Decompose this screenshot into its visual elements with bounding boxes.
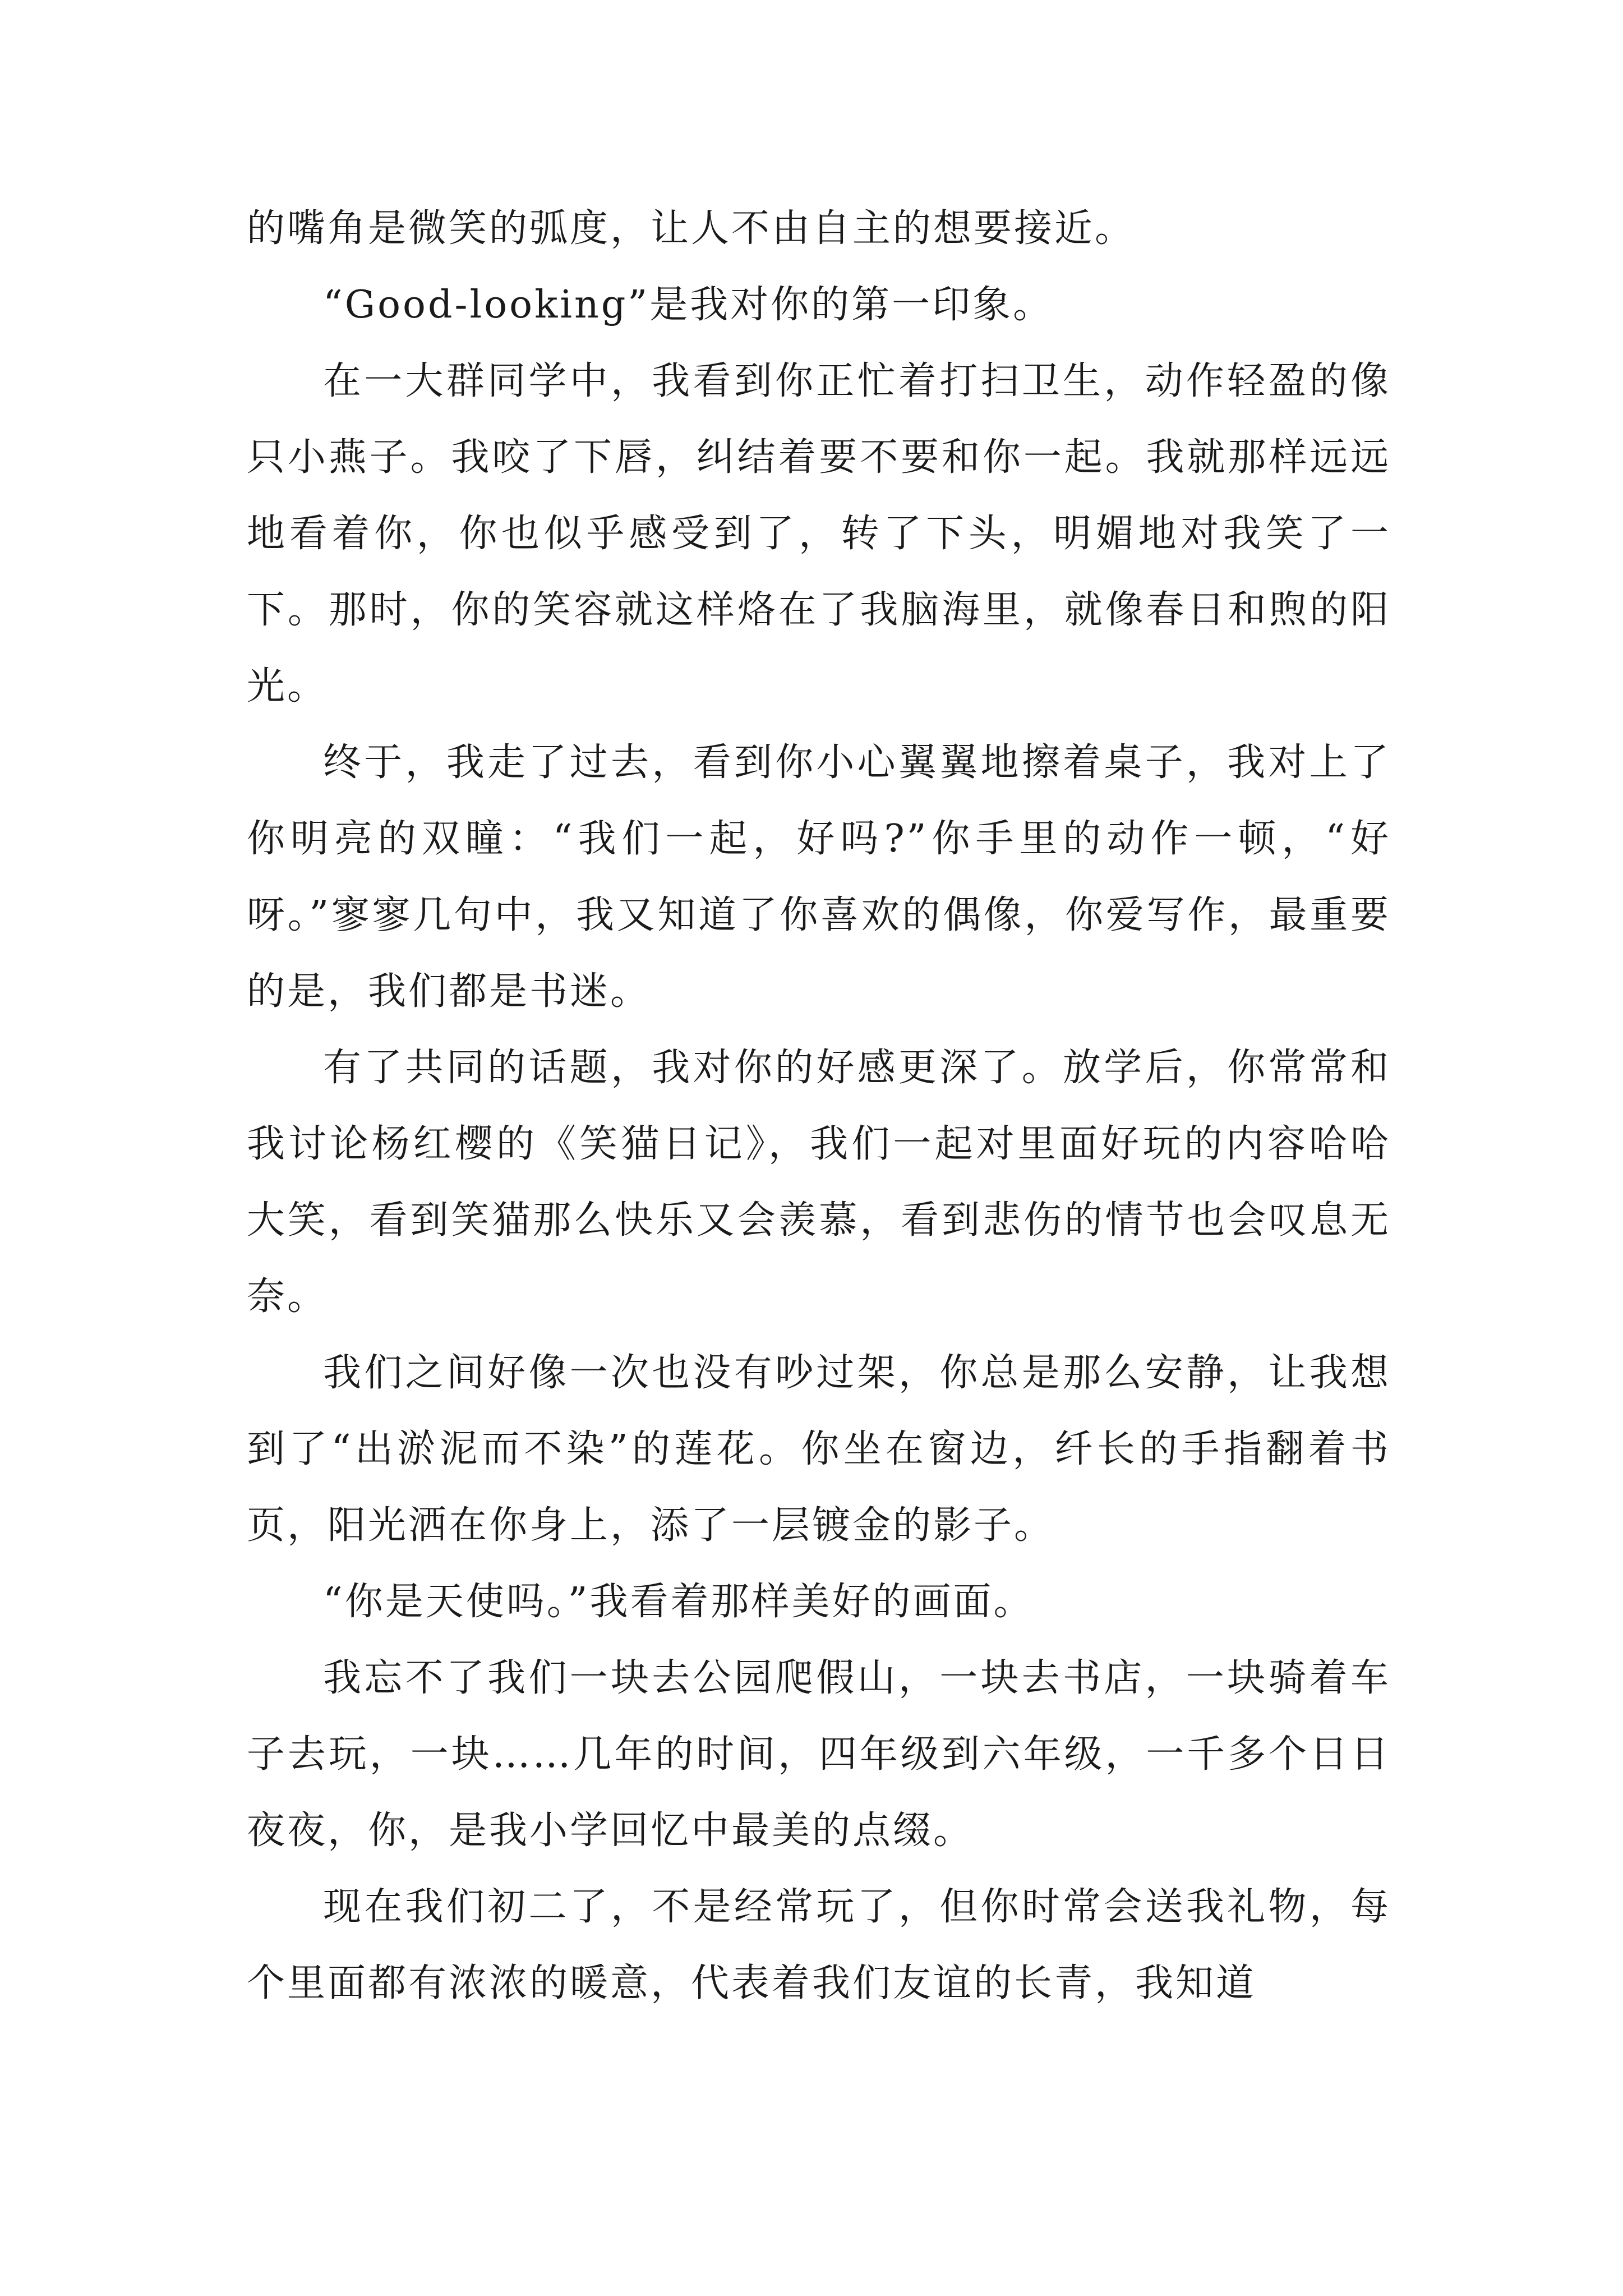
paragraph: 有了共同的话题，我对你的好感更深了。放学后，你常常和我讨论杨红樱的《笑猫日记》，我们一起对里面好玩的内容哈哈大笑，看到笑猫那么快乐又会羡慕，看到悲伤的情节也会叹息无奈。 — [247, 1046, 1391, 1319]
paragraph: 的嘴角是微笑的弧度，让人不由自主的想要接近。 — [247, 206, 1136, 251]
paragraph: “你是天使吗。”我看着那样美好的画面。 — [323, 1580, 1034, 1624]
paragraph: “Good-looking”是我对你的第一印象。 — [323, 283, 1054, 327]
paragraph: 我们之间好像一次也没有吵过架，你总是那么安静，让我想到了“出淤泥而不染”的莲花。你坐在窗边，纤长的手指翻着书页，阳光洒在你身上，添了一层镀金的影子。 — [247, 1351, 1391, 1548]
paragraph: 我忘不了我们一块去公园爬假山，一块去书店，一块骑着车子去玩，一块……几年的时间，四年级到六年级，一千多个日日夜夜，你，是我小学回忆中最美的点缀。 — [247, 1656, 1391, 1853]
body-text — [247, 191, 1391, 2022]
paragraph: 终于，我走了过去，看到你小心翼翼地擦着桌子，我对上了你明亮的双瞳：“我们一起，好吗?”你手里的动作一顿，“好呀。”寥寥几句中，我又知道了你喜欢的偶像，你爱写作，最重要的是，我们都是书迷。 — [247, 740, 1391, 1014]
paragraph: 现在我们初二了，不是经常玩了，但你时常会送我礼物，每个里面都有浓浓的暖意，代表着我们友谊的长青，我知道 — [247, 1885, 1391, 2005]
paragraph: 在一大群同学中，我看到你正忙着打扫卫生，动作轻盈的像只小燕子。我咬了下唇，纠结着要不要和你一起。我就那样远远地看着你，你也似乎感受到了，转了下头，明媚地对我笑了一下。那时，你的笑容就这样烙在了我脑海里，就像春日和煦的阳光。 — [247, 359, 1391, 708]
